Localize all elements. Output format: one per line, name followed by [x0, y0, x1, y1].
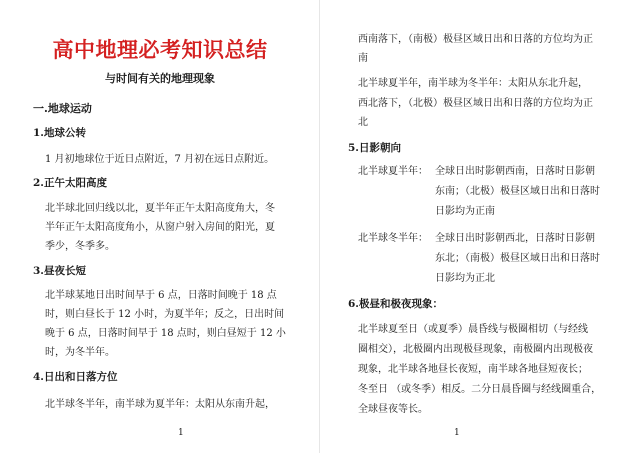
paragraph-line: 日影均为正南	[435, 206, 495, 217]
paragraph-line: 东北；（南极）极昼区域日出和日落时	[435, 253, 600, 264]
subsection-heading-shadow-direction: 5.日影朝向	[348, 142, 401, 154]
winter-half-label: 北半球冬半年：	[358, 233, 428, 244]
paragraph-line: 北半球夏至日（或夏季）晨昏线与极圈相切（与经线	[358, 324, 588, 335]
paragraph-line: 东南；（北极）极昼区域日出和日落时	[435, 186, 600, 197]
paragraph-line: 西南落下，（南极）极昼区域日出和日落的方位均为正	[358, 34, 593, 45]
paragraph-line: 北半球夏半年，南半球为冬半年：太阳从东北升起，	[358, 78, 588, 89]
section-heading-earth-motion: 一.地球运动	[33, 102, 92, 115]
paragraph-line: 北	[358, 117, 368, 128]
document-subtitle: 与时间有关的地理现象	[105, 72, 215, 85]
paragraph-line: 时，为冬半年。	[45, 347, 115, 358]
paragraph-line: 全球昼夜等长。	[358, 404, 428, 415]
paragraph-line: 冬至日 （或冬季）相反。二分日晨昏圈与经线圈重合，	[358, 384, 602, 395]
paragraph-line: 季少，冬季多。	[45, 241, 115, 252]
paragraph-line: 现象，北半球各地昼长夜短，南半球各地昼短夜长；	[358, 364, 588, 375]
paragraph-line: 半年正午太阳高度角小，从窗户射入房间的阳光，夏	[45, 222, 275, 233]
document-title: 高中地理必考知识总结	[52, 38, 268, 62]
paragraph-line: 北半球冬半年，南半球为夏半年：太阳从东南升起，	[45, 399, 275, 410]
paragraph-line: 晚于 6 点，日落时间早于 18 点时，则白昼短于 12 小	[45, 328, 286, 339]
paragraph-line: 南	[358, 53, 368, 64]
right-page	[320, 0, 640, 453]
subsection-heading-day-length: 3.昼夜长短	[33, 265, 86, 277]
subsection-heading-revolution: 1.地球公转	[33, 127, 86, 139]
paragraph-line: 时，则白昼长于 12 小时，为夏半年；反之，日出时间	[45, 309, 285, 320]
paragraph-line: 全球日出时影朝西北，日落时日影朝	[435, 233, 595, 244]
paragraph-line: 北半球某地日出时间早于 6 点，日落时间晚于 18 点	[45, 290, 277, 301]
page-number: 1	[178, 428, 184, 438]
subsection-heading-sunrise-sunset-direction: 4.日出和日落方位	[33, 371, 118, 383]
paragraph-line: 日影均为正北	[435, 273, 495, 284]
page-number: 1	[454, 428, 460, 438]
summer-half-label: 北半球夏半年：	[358, 166, 428, 177]
paragraph-line: 圈相交），北极圈内出现极昼现象，南极圈内出现极夜	[358, 344, 593, 355]
paragraph-line: 1 月初地球位于近日点附近，7 月初在远日点附近。	[45, 154, 275, 165]
paragraph-line: 西北落下，（北极）极昼区域日出和日落的方位均为正	[358, 98, 593, 109]
paragraph-line: 全球日出时影朝西南，日落时日影朝	[435, 166, 595, 177]
subsection-heading-noon-sun-altitude: 2.正午太阳高度	[33, 177, 107, 189]
subsection-heading-polar-day-night: 6.极昼和极夜现象：	[348, 298, 443, 310]
paragraph-line: 北半球北回归线以北，夏半年正午太阳高度角大，冬	[45, 203, 275, 214]
